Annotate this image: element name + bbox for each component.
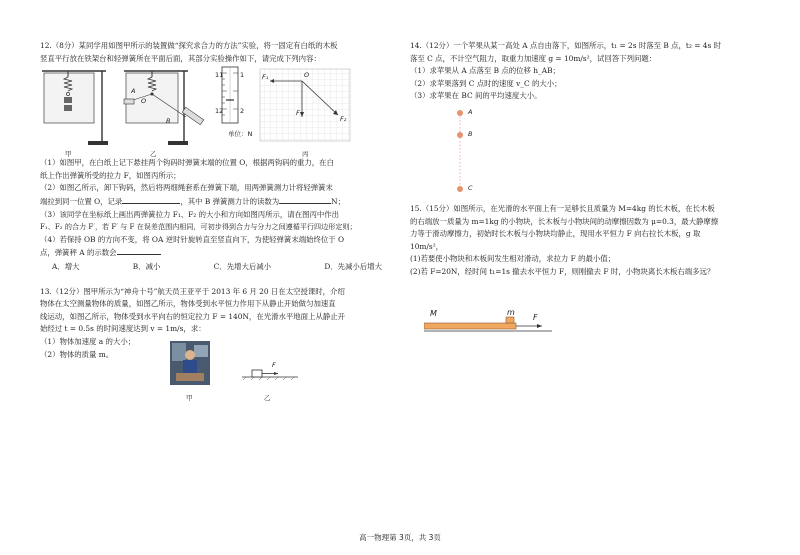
q12-option-a[interactable]: A．增大	[52, 261, 80, 271]
q12-bing-F2: F₂	[340, 115, 347, 124]
q12-bing-F: F	[296, 109, 300, 118]
q13-line-5: （1）物体加速度 a 的大小；	[40, 336, 136, 346]
q12-body-8	[40, 246, 392, 260]
q12-body-1: （1）如图甲，在白纸上记下悬挂两个钩码时弹簧末端的位置 O，根据两钩码的重力，在白	[40, 158, 334, 168]
q12-option-c[interactable]: C．先增大后减小	[213, 261, 272, 271]
q14-line-3: （1）求苹果从 A 点落至 B 点的位移 h_AB；	[410, 66, 560, 76]
q12-body-2: 纸上作出弹簧所受的拉力 F，如图丙所示；	[40, 170, 181, 180]
q15-line-3: 力等于滑动摩擦力，初始时长木板与小物块均静止，现用水平恒力 F 向右拉长木板，g 取	[410, 229, 701, 239]
q12-change-text: 点，弹簧秤 A 的示数会	[40, 248, 117, 258]
q15-label-m: m	[507, 307, 515, 317]
q12-body-6: F₁、F₂ 的合力 F′，若 F′ 与 F 在误差范围内相同，可初步得到合力与分力之间遵循平行四边形定则；	[40, 222, 357, 232]
q12-body-4	[40, 195, 392, 209]
q12-unit-text: N；	[331, 196, 346, 206]
q13-label-F: F	[272, 361, 276, 370]
q12-fig-yi	[122, 67, 214, 149]
q12-intro-2: 竖直平行放在铁架台和轻弹簧所在平面后面，其部分实验操作如下，请完成下列内容：	[40, 53, 321, 63]
q12-tick-12: 12	[215, 107, 224, 116]
q12-option-d[interactable]: D．先减小后增大	[324, 261, 382, 271]
q14-figure	[410, 103, 770, 195]
q15-line-6: (2)若 F=20N，经时间 t₁=1s 撤去水平恒力 F，则刚撤去 F 时，小物块离长木板右端多远？	[410, 266, 715, 276]
q13-photo-astronaut	[170, 341, 210, 385]
page-footer: 高一物理第 3页，共 3页	[359, 533, 441, 542]
q12-tick-1: 1	[240, 71, 245, 80]
q12-body-7: （4）若保持 OB 的方向不变，将 OA 逆时针旋转直至竖直向下，为使轻弹簧末端始终位于 O	[40, 234, 345, 244]
q15-figure	[410, 279, 770, 339]
q14-label-C: C	[468, 183, 473, 192]
q12-blank-3[interactable]	[117, 246, 161, 255]
q12-fig-jia	[40, 67, 110, 149]
q12-reading-text: ，其中 B 弹簧测力计的读数为	[180, 196, 280, 206]
q14-label-A: A	[468, 107, 473, 116]
q12-record-text: 端拉到同一位置 O，记录	[40, 196, 123, 206]
q13-cap-jia: 甲	[186, 394, 193, 403]
q12-unit: 单位：N	[228, 130, 253, 139]
q12-option-b[interactable]: B．减小	[132, 261, 161, 271]
q15-line-2: 的右端放一质量为 m=1kg 的小物块，长木板与小物块间的动摩擦因数为 μ=0.3，最大静摩擦	[410, 216, 719, 226]
q13-line-4: 始经过 t = 0.5s 的时间速度达到 v = 1m/s，求：	[40, 324, 206, 334]
q14-line-5: （3）求苹果在 BC 间的平均速度大小。	[410, 91, 542, 101]
q12-cap-bing: 丙	[302, 150, 309, 159]
right-column	[410, 40, 770, 339]
q14-line-2: 落至 C 点，不计空气阻力，取重力加速度 g = 10m/s²，试回答下列问题：	[410, 53, 657, 63]
q12-label-B: B	[166, 117, 171, 126]
q13-line-2: 物体在太空测量物体的质量，如图乙所示，物体受到水平恒力作用下从静止开始做匀加速直	[40, 299, 336, 309]
q13-block-diagram	[240, 365, 300, 381]
q13-line-1: 13.（12分）图甲所示为“神舟十号”航天员王亚平于 2013 年 6 月 20 日在太空授课时，介绍	[40, 286, 345, 296]
q12-blank-1[interactable]	[122, 195, 180, 204]
q13-line-3: 线运动，如图乙所示，物体受到水平向右的恒定拉力 F = 140N，在光滑水平地面上从静止开	[40, 311, 346, 321]
q14-line-4: （2）求苹果落到 C 点时的速度 v_C 的大小；	[410, 78, 562, 88]
q12-label-O: O	[141, 97, 147, 106]
q12-bing-F1: F₁	[262, 73, 269, 82]
q15-line-1: 15.（15分）如图所示，在光滑的水平面上有一足够长且质量为 M=4kg 的长木板，在长木板	[410, 203, 715, 213]
q12-cap-jia: 甲	[65, 150, 72, 159]
q12-tick-2: 2	[240, 107, 245, 116]
q15-line-5: (1)若要使小物块和木板间发生相对滑动，求拉力 F 的最小值；	[410, 254, 616, 264]
q15-label-F: F	[533, 312, 538, 322]
q14-line-1: 14.（12分）一个苹果从某一高处 A 点自由落下，如图所示，t₁ = 2s 时落至 B 点，t₂ = 4s 时	[410, 41, 721, 50]
q12-bing-O: O	[304, 71, 310, 80]
q12-figures	[40, 65, 392, 157]
q13-line-6: （2）物体的质量 m。	[40, 349, 114, 359]
q15-label-M: M	[430, 308, 437, 318]
q15-line-4: 10m/s²，	[410, 241, 444, 251]
q12-blank-2[interactable]	[279, 195, 331, 204]
left-column	[40, 40, 392, 419]
q12-intro-1: 12.（8分）某同学用如图甲所示的装置做“探究求合力的方法”实验，将一固定有白纸的木板	[40, 41, 338, 50]
q12-label-A: A	[131, 87, 136, 96]
q12-tick-11: 11	[215, 71, 224, 80]
q14-apple-fall-diagram	[454, 109, 466, 195]
q14-label-B: B	[468, 129, 473, 138]
q13-figures	[40, 361, 392, 419]
q12-options	[40, 261, 392, 274]
q12-body-5: （3）该同学在坐标纸上画出两弹簧拉力 F₁、F₂ 的大小和方向如图丙所示，请在图丙中作出	[40, 209, 340, 219]
q13-cap-yi: 乙	[264, 394, 271, 403]
q12-body-3: （2）如图乙所示，卸下钩码，然后将两细绳套系在弹簧下端，用两弹簧测力计将轻弹簧末	[40, 183, 333, 193]
q12-cap-yi: 乙	[150, 150, 157, 159]
